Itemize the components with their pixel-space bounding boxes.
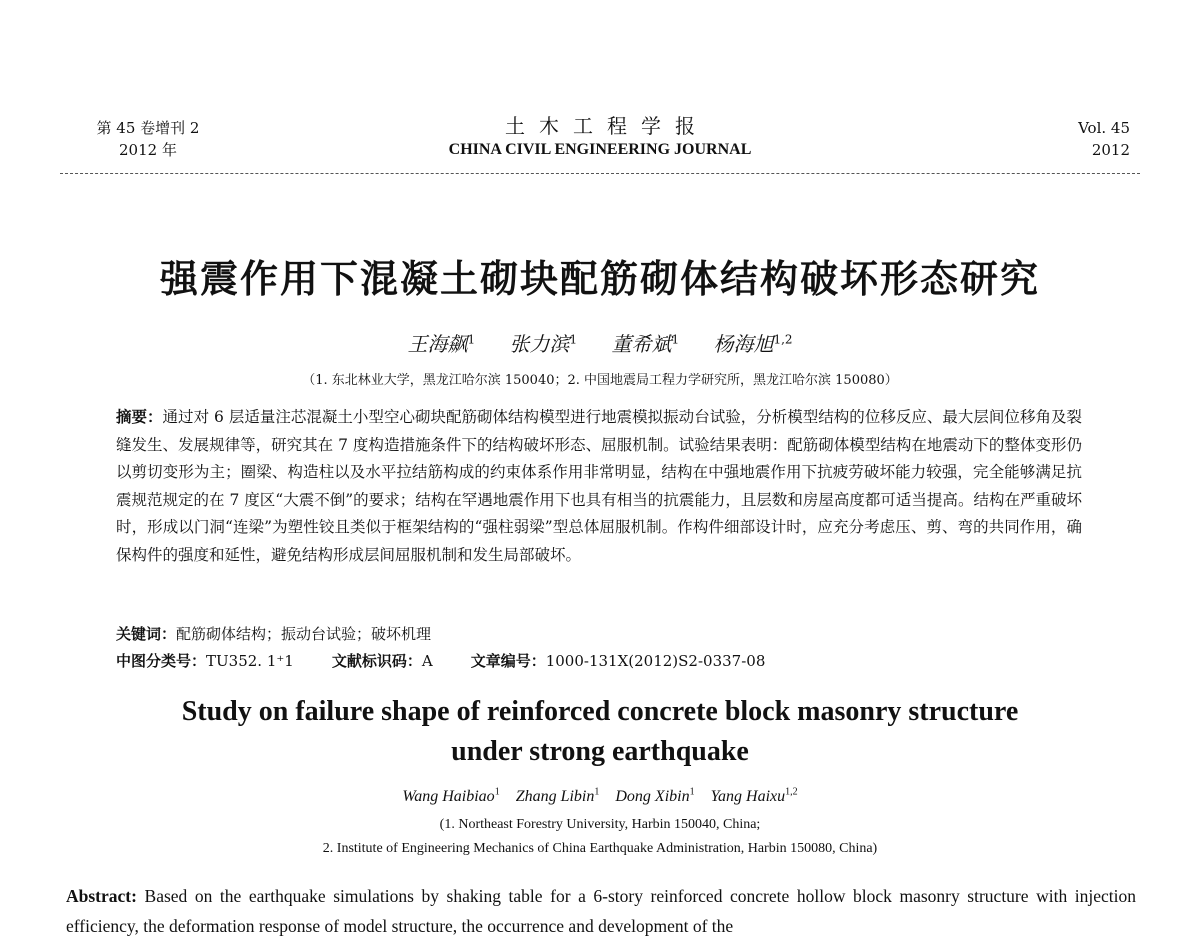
author-en: Wang Haibiao$^1$ [402, 787, 500, 806]
author-en: Zhang Libin$^1$ [515, 787, 600, 806]
clc-value: TU352. 1⁺1 [206, 652, 294, 670]
abstract-cn-label: 摘要： [116, 408, 163, 426]
affiliation-en-line2: 2. Institute of Engineering Mechanics of China Earthquake Administration, Harbin 150080, China) [322, 841, 878, 856]
author-list-en [0, 787, 1200, 806]
clc-label: 中图分类号： [116, 652, 207, 670]
abstract-en-text: Based on the earthquake simulations by shaking table for a 6-story reinforced concrete hollow block masonry structure with injection efficiency, the deformation response of model structure, the occurrence and development of the [66, 886, 1137, 936]
author-cn: 杨海旭$^{1,2}$ [713, 332, 793, 356]
affiliation-en-line1: (1. Northeast Forestry University, Harbin 150040, China; [439, 817, 761, 832]
volume-en: Vol. 45 [1078, 119, 1130, 137]
article-number-value: 1000-131X(2012)S2-0337-08 [545, 652, 766, 670]
author-list-cn [0, 328, 1200, 357]
affiliation-cn: （1. 东北林业大学，黑龙江哈尔滨 150040；2. 中国地震局工程力学研究所，黑龙江哈尔滨 150080） [302, 373, 898, 388]
paper-title-en [0, 692, 1200, 772]
author-cn: 董希斌$^1$ [611, 332, 680, 356]
title-en-line1: Study on failure shape of reinforced concrete block masonry structure [181, 696, 1019, 727]
author-cn: 王海飙$^1$ [407, 332, 476, 356]
article-number-label: 文章编号： [470, 652, 546, 670]
header-volume-en [1000, 117, 1130, 161]
keywords-label: 关键词： [116, 625, 177, 643]
classification-line [116, 649, 1082, 673]
year-en: 2012 [1091, 141, 1130, 159]
header-volume-cn [78, 117, 218, 161]
header-divider [60, 173, 1140, 174]
paper-title-cn: 强震作用下混凝土砌块配筋砌体结构破坏形态研究 [159, 257, 1040, 301]
journal-name-cn: 土木工程学报 [505, 114, 709, 138]
abstract-cn [116, 404, 1082, 569]
author-cn: 张力滨$^1$ [509, 332, 578, 356]
author-en: Dong Xibin$^1$ [615, 787, 695, 806]
volume-cn: 第 45 卷增刊 2 [96, 119, 200, 137]
abstract-en [66, 881, 1136, 941]
author-en: Yang Haixu$^{1,2}$ [710, 787, 798, 806]
keywords-cn [116, 622, 1082, 646]
doc-code-label: 文献标识码： [331, 652, 422, 670]
title-en-line2: under strong earthquake [451, 736, 749, 767]
journal-name-en: CHINA CIVIL ENGINEERING JOURNAL [448, 141, 752, 158]
abstract-en-label: Abstract: [66, 886, 137, 906]
journal-masthead [380, 113, 820, 161]
abstract-cn-text: 通过对 6 层适量注芯混凝土小型空心砌块配筋砌体结构模型进行地震模拟振动台试验，分析模型结构的位移反应、最大层间位移角及裂缝发生、发展规律等，研究其在 7 度构造措施条件下的结构破坏形态、屈服机制。试验结果表明：配筋砌体模型结构在地震动下的整体变形仍以剪切变形为主；圈梁、构造柱以及水平拉结筋构成的约束体系作用非常明显，结构在中强地震作用下抗疲劳破坏能力较强，完全能够满足抗震规范规定的在 7 度区“大震不倒”的要求；结构在罕遇地震作用下也具有相当的抗震能力，且层数和房屋高度都可适当提高。结构在严重破坏时，形成以门洞“连梁”为塑性铰且类似于框架结构的“强柱弱梁”型总体屈服机制。作构件细部设计时，应充分考虑压、剪、弯的共同作用，确保构件的强度和延性，避免结构形成层间屈服机制和发生局部破坏。 [116, 408, 1082, 564]
doc-code-value: A [421, 652, 433, 670]
affiliation-en [0, 813, 1200, 861]
year-cn: 2012 年 [119, 141, 177, 159]
keywords-text: 配筋砌体结构；振动台试验；破坏机理 [176, 625, 432, 643]
